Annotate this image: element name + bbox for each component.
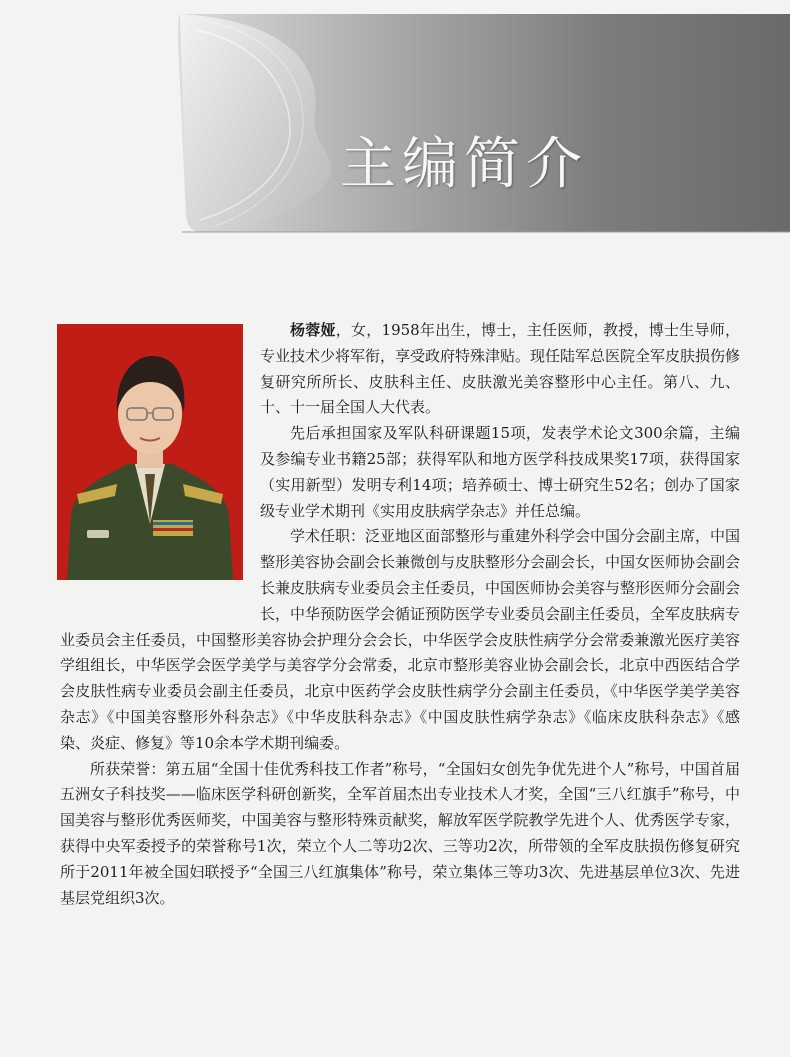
bio-positions-paragraph: 学术任职：泛亚地区面部整形与重建外科学会中国分会副主席，中国整形美容协会副会长兼微创与皮肤整形分会副会长，中国女医师协会副会长兼皮肤病专业委员会主任委员，中国医师协会美容与整形医师分会副会长，中华预防医学会循证预防医学专业委员会副主任委员，全军皮肤病专业委员会主任委员，中国整形美容协会护理分会会长，中华医学会皮肤性病学分会常委兼激光医疗美容学组组长，中华医学会医学美学与美容学分会常委，北京市整形美容业协会副会长，北京中西医结合学会皮肤性病专业委员会副主任委员，北京中医药学会皮肤性病学分会副主任委员，《中华医学美学美容杂志》《中国美容整形外科杂志》《中华皮肤科杂志》《中国皮肤性病学杂志》《临床皮肤科杂志》《感染、炎症、修复》等10余本学术期刊编委。 — [60, 527, 741, 752]
portrait-spacer — [60, 318, 260, 603]
bio-intro-text: ，女，1958年出生，博士，主任医师，教授，博士生导师，专业技术少将军衔，享受政府特殊津贴。现任陆军总医院全军皮肤损伤修复研究所所长、皮肤科主任、皮肤激光美容整形中心主任。第八、九、十、十一届全国人大代表。 — [260, 321, 741, 417]
section-title: 主编简介 — [340, 132, 588, 197]
author-bio — [60, 318, 740, 911]
bio-honors-paragraph: 所获荣誉：第五届“全国十佳优秀科技工作者”称号，“全国妇女创先争优先进个人”称号，中国首届五洲女子科技奖——临床医学科研创新奖，全军首届杰出专业技术人才奖，全国“三八红旗手”称号，中国美容与整形优秀医师奖，中国美容与整形特殊贡献奖，解放军医学院教学先进个人、优秀医学专家，获得中央军委授予的荣誉称号1次，荣立个人二等功2次、三等功2次，所带领的全军皮肤损伤修复研究所于2011年被全国妇联授予“全国三八红旗集体”称号，荣立集体三等功3次、先进基层单位3次、先进基层党组织3次。 — [60, 759, 740, 907]
bio-research-paragraph: 先后承担国家及军队科研课题15项，发表学术论文300余篇，主编及参编专业书籍25部；获得军队和地方医学科技成果奖17项，获得国家（实用新型）发明专利14项；培养硕士、博士研究生52名；创办了国家级专业学术期刊《实用皮肤病学杂志》并任总编。 — [260, 424, 740, 520]
author-name: 杨蓉娅 — [290, 321, 336, 339]
